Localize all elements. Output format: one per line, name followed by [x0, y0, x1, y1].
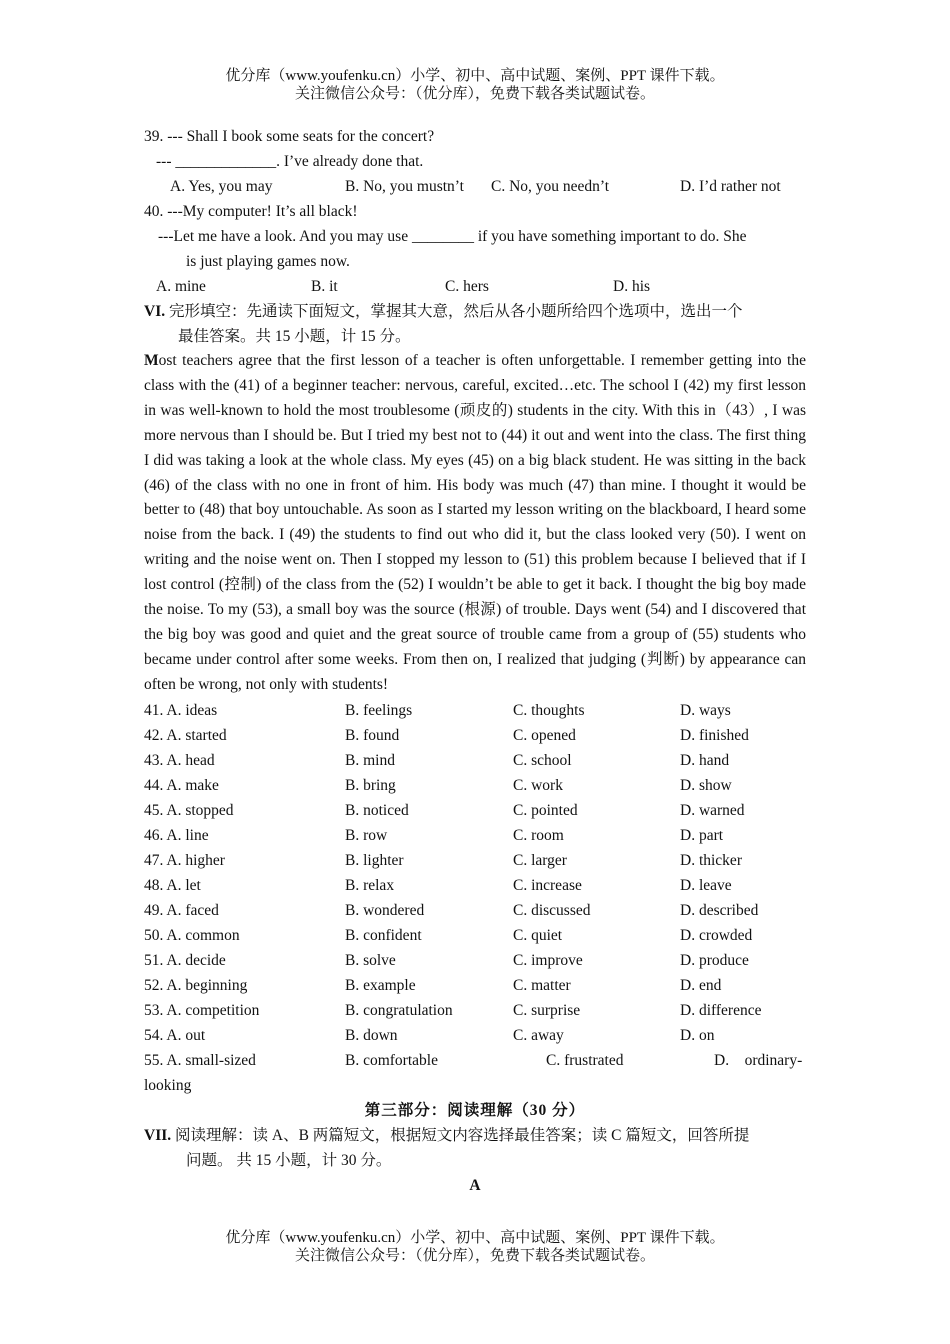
cloze-option-d: D. produce: [680, 951, 749, 969]
q55-option-d: D. ordinary-: [714, 1051, 803, 1069]
cloze-row: [144, 923, 806, 948]
cloze-passage: [144, 349, 806, 698]
cloze-option-d: D. on: [680, 1026, 715, 1044]
q55-option-c: C. frustrated: [546, 1051, 624, 1069]
cloze-option-d: D. hand: [680, 751, 730, 769]
cloze-option-b: B. confident: [345, 926, 422, 944]
cloze-option-a: 46. A. line: [144, 826, 209, 844]
page-footer: [0, 1229, 950, 1265]
cloze-row-55: [144, 1048, 806, 1073]
cloze-option-d: D. ways: [680, 701, 731, 719]
q55-option-b: B. comfortable: [345, 1051, 438, 1069]
cloze-option-c: C. thoughts: [513, 701, 585, 719]
q40-reply-line-1: ---Let me have a look. And you may use ________ if you have something important to do. She: [158, 228, 747, 245]
q39-option-a: A. Yes, you may: [170, 178, 273, 195]
cloze-option-c: C. school: [513, 751, 572, 769]
cloze-option-a: 54. A. out: [144, 1026, 206, 1044]
cloze-row: [144, 698, 806, 723]
cloze-option-d: D. part: [680, 826, 724, 844]
cloze-row: [144, 748, 806, 773]
cloze-option-d: D. end: [680, 976, 722, 994]
cloze-option-b: B. feelings: [345, 701, 413, 719]
cloze-option-c: C. quiet: [513, 926, 563, 944]
cloze-option-c: C. pointed: [513, 801, 578, 819]
cloze-option-d: D. finished: [680, 726, 749, 744]
cloze-option-a: 50. A. common: [144, 926, 240, 944]
cloze-option-d: D. show: [680, 776, 732, 794]
q40-options: [144, 274, 806, 299]
footer-line-1: 优分库（www.youfenku.cn）小学、初中、高中试题、案例、PPT 课件下载。: [225, 1230, 725, 1246]
section-7-instructions: [144, 1123, 806, 1148]
cloze-row: [144, 948, 806, 973]
page-header: [0, 67, 950, 103]
cloze-option-d: D. crowded: [680, 926, 753, 944]
cloze-option-c: C. matter: [513, 976, 571, 994]
cloze-option-c: C. discussed: [513, 901, 591, 919]
cloze-row: [144, 973, 806, 998]
q40-stem: 40. ---My computer! It’s all black!: [144, 203, 358, 220]
cloze-row: [144, 898, 806, 923]
section-6-line-2: 最佳答案。共 15 小题，计 15 分。: [178, 328, 411, 345]
section-6-line-1: 完形填空：先通读下面短文，掌握其大意，然后从各小题所给四个选项中，选出一个: [165, 303, 743, 320]
document-body: [144, 124, 806, 1198]
q39-option-b: B. No, you mustn’t: [345, 178, 464, 195]
q39-option-d: D. I’d rather not: [680, 178, 781, 195]
q40-option-a: A. mine: [156, 278, 206, 295]
section-7-line-1: 阅读理解：读 A、B 两篇短文，根据短文内容选择最佳答案；读 C 篇短文，回答所提: [171, 1126, 750, 1144]
section-6-instructions: [144, 299, 806, 324]
cloze-option-d: D. leave: [680, 876, 732, 894]
cloze-option-a: 43. A. head: [144, 751, 215, 769]
cloze-row: [144, 998, 806, 1023]
q55-option-d-wrap: looking: [144, 1076, 192, 1094]
passage-a-label: A: [469, 1176, 481, 1194]
q40-option-c: C. hers: [445, 278, 489, 295]
section-6-label: VI.: [144, 303, 166, 320]
q55-option-a: 55. A. small-sized: [144, 1051, 256, 1069]
cloze-row: [144, 723, 806, 748]
cloze-option-b: B. down: [345, 1026, 398, 1044]
cloze-option-a: 44. A. make: [144, 776, 219, 794]
header-line-1: 优分库（www.youfenku.cn）小学、初中、高中试题、案例、PPT 课件下载。: [225, 68, 725, 84]
cloze-option-b: B. found: [345, 726, 400, 744]
passage-text: ost teachers agree that the first lesson of a teacher is often unforgettable. I remember getting into the class with the (41) of a beginner teacher: nervous, careful, excited…etc. The school I (42) my first lesson in was well-known to hold the most troublesome (顽皮的) students in the city. With this in（43）, I was more nervous than I should be. But I tried my best not to (44) it out and went into the class. The first thing I did was taking a look at the whole class. My eyes (45) on a big black student. He was sitting in the back (46) of the class with no one in front of him. His body was much (47) than mine. I thought it would be better to (48) that boy untouchable. As soon as I started my lesson writing on the blackboard, I heard some noise from the back. I (49) the students to find out who did it, but the class looked very (50). I went on writing and the noise went on. Then I stopped my lesson to (51) this problem because I believed that if I lost control (控制) of the class from the (52) I wouldn’t be able to get it back. I thought the big boy made the noise. To my (53), a small boy was the source (根源) of trouble. Days went (54) and I discovered that the big boy was good and quiet and the great source of trouble came from a group of (55) students who became under control after some weeks. From then on, I realized that judging (判断) by appearance can often be wrong, not only with students!: [144, 352, 806, 693]
part-3-title: 第三部分：阅读理解（30 分）: [364, 1101, 586, 1119]
cloze-option-b: B. noticed: [345, 801, 409, 819]
cloze-option-a: 48. A. let: [144, 876, 201, 894]
cloze-options: [144, 698, 806, 1048]
cloze-option-a: 42. A. started: [144, 726, 227, 744]
q39-option-c: C. No, you needn’t: [491, 178, 610, 195]
cloze-option-d: D. thicker: [680, 851, 742, 869]
cloze-option-c: C. larger: [513, 851, 567, 869]
cloze-row: [144, 873, 806, 898]
cloze-option-c: C. increase: [513, 876, 582, 894]
cloze-option-b: B. example: [345, 976, 416, 994]
cloze-option-b: B. congratulation: [345, 1001, 453, 1019]
cloze-option-b: B. relax: [345, 876, 395, 894]
q40-option-d: D. his: [613, 278, 651, 295]
cloze-option-b: B. solve: [345, 951, 396, 969]
passage-drop-letter: M: [144, 352, 159, 369]
section-7-line-2: 问题。 共 15 小题，计 30 分。: [186, 1151, 392, 1169]
cloze-option-c: C. away: [513, 1026, 564, 1044]
cloze-option-c: C. work: [513, 776, 563, 794]
cloze-option-a: 51. A. decide: [144, 951, 226, 969]
cloze-option-b: B. bring: [345, 776, 396, 794]
q39-options: [144, 174, 806, 199]
cloze-option-b: B. mind: [345, 751, 395, 769]
q39-stem: 39. --- Shall I book some seats for the concert?: [144, 128, 435, 145]
cloze-row: [144, 773, 806, 798]
cloze-option-d: D. warned: [680, 801, 745, 819]
cloze-option-a: 45. A. stopped: [144, 801, 234, 819]
cloze-option-a: 53. A. competition: [144, 1001, 260, 1019]
cloze-option-a: 47. A. higher: [144, 851, 225, 869]
cloze-option-d: D. difference: [680, 1001, 762, 1019]
cloze-option-d: D. described: [680, 901, 759, 919]
q40-option-b: B. it: [311, 278, 338, 295]
section-7-label: VII.: [144, 1126, 172, 1144]
cloze-option-c: C. opened: [513, 726, 576, 744]
cloze-option-b: B. row: [345, 826, 388, 844]
cloze-option-c: C. surprise: [513, 1001, 581, 1019]
q40-reply-line-2: is just playing games now.: [186, 253, 350, 270]
cloze-option-a: 49. A. faced: [144, 901, 219, 919]
cloze-option-c: C. improve: [513, 951, 583, 969]
q39-reply: --- _____________. I’ve already done that.: [156, 153, 424, 170]
cloze-row: [144, 1023, 806, 1048]
cloze-option-a: 41. A. ideas: [144, 701, 218, 719]
cloze-option-b: B. wondered: [345, 901, 425, 919]
cloze-option-a: 52. A. beginning: [144, 976, 248, 994]
cloze-option-c: C. room: [513, 826, 564, 844]
cloze-option-b: B. lighter: [345, 851, 404, 869]
header-line-2: 关注微信公众号：（优分库），免费下载各类试题试卷。: [294, 86, 655, 102]
cloze-row: [144, 848, 806, 873]
cloze-row: [144, 823, 806, 848]
footer-line-2: 关注微信公众号：（优分库），免费下载各类试题试卷。: [294, 1248, 655, 1264]
cloze-row: [144, 798, 806, 823]
